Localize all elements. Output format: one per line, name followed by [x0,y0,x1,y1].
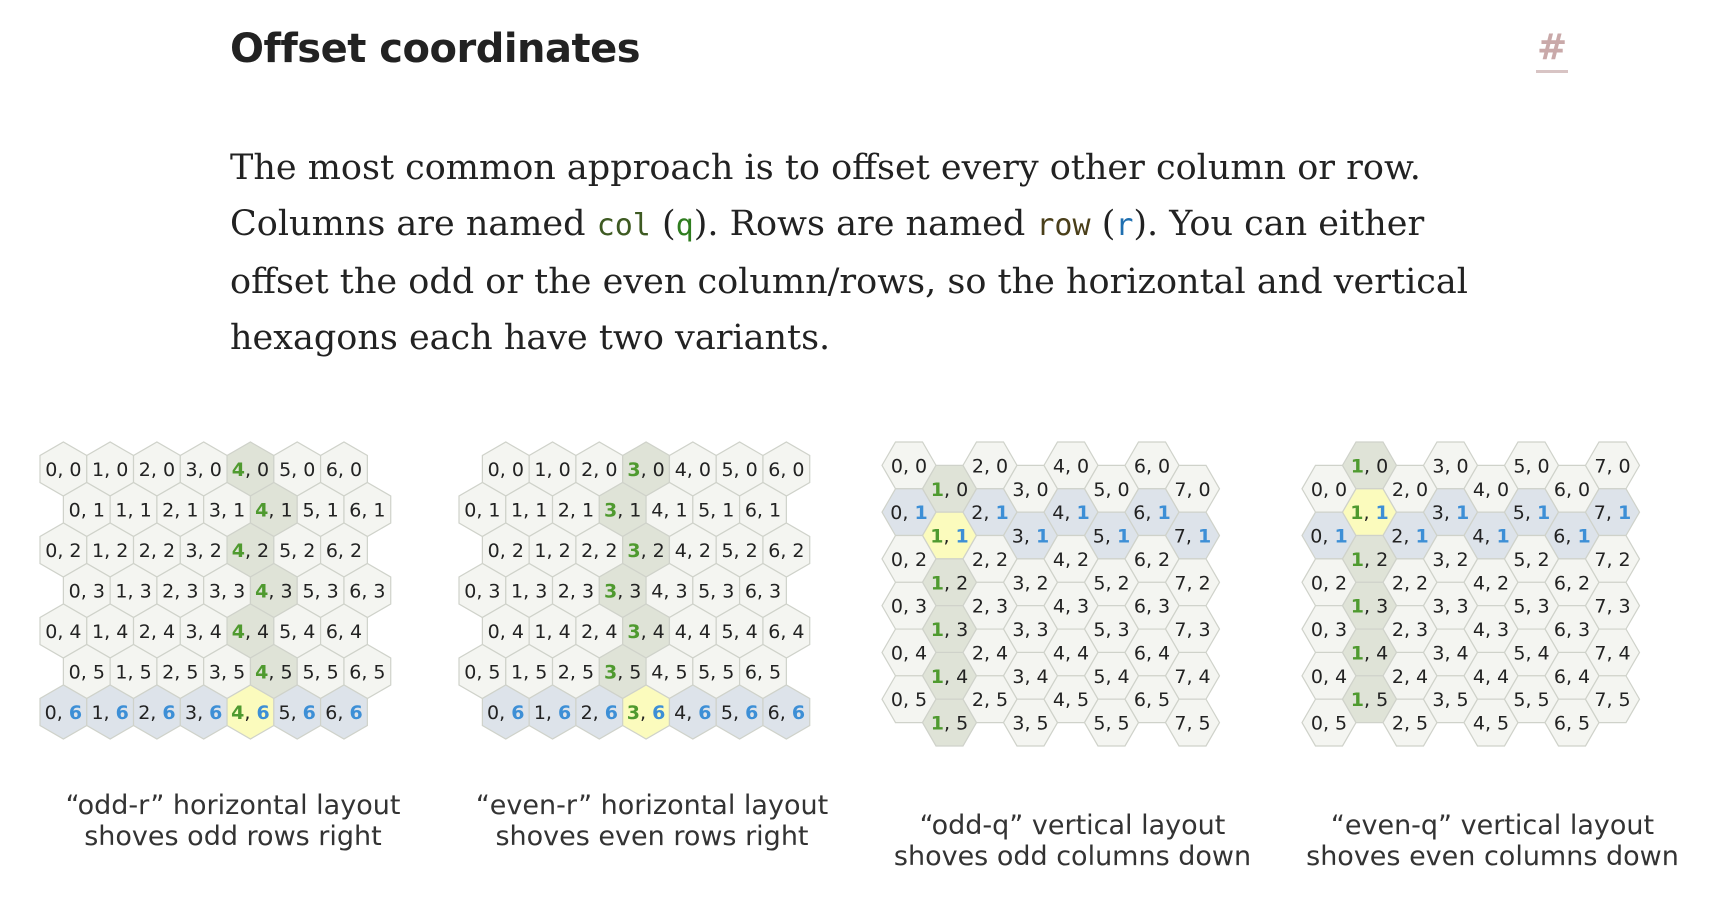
hex-label: 3, 2 [185,540,222,562]
hex-label: 2, 3 [162,580,199,603]
hex-label: 4, 2 [1472,572,1510,595]
hex-label: 1, 4 [92,621,129,643]
hex-label: 4, 3 [255,580,293,603]
hex-label: 4, 2 [231,540,270,562]
hex-label: 7, 0 [1174,478,1211,501]
hex-label: 0, 1 [464,499,501,522]
hex-label: 5, 1 [698,499,735,522]
hex-label: 7, 2 [1174,572,1211,595]
hex-label: 6, 3 [744,580,782,603]
hex-label: 1, 4 [534,621,571,643]
hex-label: 6, 0 [768,459,805,481]
hex-label: 0, 4 [1310,665,1348,688]
hex-label: 3, 1 [603,499,642,522]
hex-label: 5, 3 [1093,619,1130,642]
hex-label: 7, 3 [1174,619,1211,642]
hex-label: 3, 2 [1012,572,1049,595]
hex-label: 1, 2 [1350,548,1389,571]
hex-label: 2, 1 [557,499,595,522]
hex-label: 5, 2 [279,540,316,562]
even-q-caption [1300,810,1685,872]
hex-label: 6, 4 [768,621,805,643]
hex-label: 7, 1 [1173,525,1212,548]
hex-label: 3, 6 [184,702,223,724]
hex-label: 3, 5 [1432,689,1469,712]
hex-label: 4, 1 [1052,502,1090,525]
hex-label: 6, 3 [1553,619,1591,642]
hex-label: 6, 5 [349,661,386,684]
hex-label: 2, 0 [581,459,618,481]
odd-q-caption [880,810,1265,872]
hex-label: 0, 4 [45,621,82,643]
hex-label: 5, 4 [1513,642,1550,665]
hex-label: 2, 5 [162,661,199,684]
hex-label: 1, 5 [115,661,152,684]
hex-label: 5, 5 [1093,712,1130,735]
hex-label: 1, 1 [511,499,548,522]
hex-label: 1, 3 [930,619,969,642]
hex-label: 3, 2 [627,540,665,562]
hex-label: 0, 3 [1310,619,1348,642]
hex-label: 5, 5 [302,661,339,684]
hex-label: 5, 1 [302,499,339,522]
hex-label: 6, 6 [325,702,363,724]
hex-label: 0, 4 [890,642,928,665]
hex-label: 6, 0 [1133,455,1171,478]
hex-label: 5, 2 [1093,572,1130,595]
hex-label: 0, 0 [890,455,928,478]
hex-label: 1, 2 [92,540,129,562]
hex-label: 3, 0 [1012,478,1049,501]
hex-label: 2, 1 [1391,525,1429,548]
hex-label: 7, 0 [1594,455,1631,478]
hex-label: 5, 6 [278,702,316,724]
hex-label: 4, 3 [651,580,688,603]
hex-label: 2, 6 [138,702,176,724]
hex-label: 5, 4 [279,621,316,643]
intro-text-1: The most common approach is to offset every other column or row. Columns are named [230,148,1421,244]
hex-label: 3, 4 [1012,665,1049,688]
hex-label: 4, 4 [1472,665,1510,688]
hex-label: 3, 2 [1432,548,1469,571]
hex-label: 3, 5 [1012,712,1049,735]
hex-label: 1, 2 [930,572,969,595]
hex-label: 5, 4 [1093,665,1130,688]
hex-label: 3, 1 [1011,525,1050,548]
hex-label: 6, 5 [1133,689,1171,712]
hex-label: 2, 5 [1391,712,1429,735]
hex-label: 6, 0 [325,459,363,481]
hex-label: 5, 2 [721,540,758,562]
even-q-hex-grid [1300,440,1685,790]
hex-label: 6, 6 [767,702,806,724]
hex-label: 6, 4 [325,621,363,643]
hex-label: 2, 0 [971,455,1009,478]
hex-label: 6, 2 [1553,572,1591,595]
hex-label: 0, 0 [1310,478,1348,501]
hex-label: 3, 0 [627,459,665,481]
intro-paragraph [230,140,1530,366]
hex-label: 6, 1 [744,499,782,522]
intro-text-3: ). You can either offset the odd or the even column/rows, so the horizontal and vertical hexagons each have two variants. [230,204,1468,358]
hex-label: 2, 6 [580,702,619,724]
hex-label: 6, 5 [744,661,782,684]
hex-label: 5, 3 [698,580,735,603]
hex-label: 2, 4 [1391,665,1429,688]
hex-label: 3, 3 [1432,595,1469,618]
hex-label: 4, 4 [1052,642,1090,665]
hex-label: 4, 5 [1472,712,1510,735]
hex-label: 5, 0 [1513,455,1550,478]
hex-label: 5, 2 [1513,548,1550,571]
hex-label: 0, 5 [464,661,501,684]
hex-label: 4, 5 [1052,689,1090,712]
hex-label: 4, 0 [231,459,270,481]
hex-label: 6, 2 [768,540,805,562]
hex-label: 0, 1 [1310,525,1348,548]
hex-label: 3, 3 [1012,619,1049,642]
hex-label: 6, 2 [325,540,363,562]
hex-label: 0, 5 [890,689,928,712]
odd-q-caption-line1: “odd-q” vertical layout [919,810,1226,841]
intro-paren-1: ( [650,204,676,244]
hex-label: 1, 6 [91,702,129,724]
hex-label: 0, 2 [1310,572,1348,595]
hex-label: 0, 2 [45,540,82,562]
hex-label: 3, 5 [208,661,246,684]
odd-r-caption-line1: “odd-r” horizontal layout [65,790,401,821]
hex-label: 4, 5 [651,661,688,684]
hex-label: 4, 6 [231,702,270,724]
hex-label: 1, 5 [511,661,548,684]
hex-label: 7, 5 [1174,712,1211,735]
hex-label: 7, 2 [1594,548,1631,571]
hex-label: 7, 4 [1594,642,1631,665]
even-r-caption-line1: “even-r” horizontal layout [475,790,829,821]
hex-label: 5, 0 [721,459,758,481]
hex-label: 6, 0 [1553,478,1591,501]
hex-label: 2, 4 [971,642,1009,665]
hex-label: 2, 0 [1391,478,1429,501]
hex-label: 2, 2 [971,548,1009,571]
hex-label: 0, 2 [890,548,928,571]
even-r-figure [457,440,847,860]
hex-label: 1, 0 [92,459,129,481]
hex-label: 3, 1 [208,499,246,522]
col-code: col [596,208,651,243]
hex-label: 4, 0 [1052,455,1090,478]
hex-label: 3, 5 [603,661,642,684]
hex-label: 6, 1 [1133,502,1171,525]
hex-label: 1, 2 [534,540,571,562]
intro-paren-2: ( [1090,204,1116,244]
hex-label: 1, 0 [930,478,969,501]
hex-label: 3, 3 [603,580,642,603]
hex-label: 7, 4 [1174,665,1211,688]
hex-label: 1, 4 [930,665,969,688]
hex-label: 2, 3 [971,595,1009,618]
hex-label: 4, 1 [1472,525,1510,548]
hex-label: 3, 0 [185,459,222,481]
hex-label: 4, 2 [1052,548,1090,571]
hex-label: 5, 6 [720,702,759,724]
hex-label: 4, 5 [255,661,293,684]
hex-label: 5, 0 [1093,478,1130,501]
section-heading: Offset coordinates [230,26,641,72]
hex-label: 3, 0 [1432,455,1469,478]
hex-label: 2, 5 [557,661,595,684]
odd-r-caption [38,790,428,852]
hex-label: 2, 2 [581,540,618,562]
intro-text-2: ). Rows are named [693,204,1037,244]
even-q-figure [1300,440,1685,880]
hex-label: 1, 4 [1350,642,1389,665]
even-r-caption-line2: shoves even rows right [495,821,809,852]
hex-label: 1, 1 [115,499,152,522]
odd-r-figure [38,440,428,860]
hex-label: 2, 2 [138,540,176,562]
hex-label: 6, 4 [1553,665,1591,688]
hex-label: 0, 3 [890,595,928,618]
hex-label: 2, 1 [971,502,1009,525]
hex-label: 7, 5 [1594,689,1631,712]
hex-label: 1, 5 [1350,689,1389,712]
hex-label: 1, 0 [534,459,571,481]
hex-label: 1, 0 [1350,455,1389,478]
hex-label: 0, 0 [45,459,82,481]
hex-label: 1, 3 [1350,595,1389,618]
hex-label: 7, 1 [1593,502,1632,525]
hex-label: 0, 0 [487,459,524,481]
hex-label: 4, 0 [674,459,711,481]
even-r-hex-grid [457,440,847,760]
hex-label: 0, 6 [487,702,525,724]
hex-label: 6, 3 [1133,595,1171,618]
hex-label: 6, 4 [1133,642,1171,665]
hex-label: 0, 1 [890,502,928,525]
odd-r-hex-grid [38,440,428,760]
hex-label: 5, 5 [1513,689,1550,712]
even-r-caption [457,790,847,852]
hex-label: 7, 3 [1594,595,1631,618]
hex-label: 3, 1 [1431,502,1470,525]
hex-label: 4, 3 [1472,619,1510,642]
hex-label: 5, 4 [721,621,758,643]
q-code: q [675,208,694,243]
hex-label: 3, 4 [185,621,222,643]
hex-label: 0, 5 [68,661,105,684]
hex-label: 4, 4 [674,621,711,643]
hex-label: 0, 4 [487,621,524,643]
hex-label: 0, 1 [68,499,105,522]
hex-label: 5, 1 [1092,525,1131,548]
hex-label: 2, 2 [1391,572,1429,595]
hex-label: 1, 5 [930,712,969,735]
hex-label: 2, 5 [971,689,1009,712]
hex-label: 3, 4 [1432,642,1469,665]
hex-label: 6, 1 [1553,525,1591,548]
hex-label: 4, 2 [674,540,711,562]
even-q-caption-line2: shoves even columns down [1306,841,1679,872]
hex-label: 2, 1 [162,499,199,522]
hex-label: 4, 1 [255,499,293,522]
hex-label: 0, 5 [1310,712,1348,735]
hex-label: 2, 4 [581,621,618,643]
hex-label: 3, 4 [627,621,665,643]
hex-label: 5, 1 [1512,502,1551,525]
hex-label: 2, 4 [138,621,176,643]
hex-label: 1, 3 [115,580,152,603]
hex-label: 0, 3 [68,580,105,603]
hex-label: 4, 6 [674,702,712,724]
hex-label: 1, 6 [533,702,572,724]
even-q-caption-line1: “even-q” vertical layout [1330,810,1655,841]
hex-label: 2, 3 [1391,619,1429,642]
hex-label: 6, 3 [349,580,386,603]
hex-label: 5, 3 [302,580,339,603]
hex-label: 4, 4 [231,621,270,643]
hex-label: 6, 2 [1133,548,1171,571]
hex-label: 4, 3 [1052,595,1090,618]
section-anchor-link[interactable]: # [1536,30,1568,73]
odd-r-caption-line2: shoves odd rows right [84,821,382,852]
hex-label: 6, 5 [1553,712,1591,735]
odd-q-hex-grid [880,440,1265,790]
hex-label: 1, 1 [930,525,969,548]
hex-label: 2, 0 [138,459,176,481]
odd-q-figure [880,440,1265,880]
hex-label: 1, 3 [511,580,548,603]
hex-label: 3, 6 [626,702,666,724]
r-code: r [1115,208,1134,243]
hex-label: 5, 0 [279,459,316,481]
hex-label: 3, 3 [208,580,246,603]
hex-label: 6, 1 [349,499,386,522]
row-code: row [1036,208,1091,243]
odd-q-caption-line2: shoves odd columns down [893,841,1252,872]
hex-label: 2, 3 [557,580,595,603]
hex-label: 4, 0 [1472,478,1510,501]
hex-label: 0, 6 [44,702,83,724]
hex-label: 0, 3 [464,580,501,603]
hex-label: 0, 2 [487,540,524,562]
hex-label: 4, 1 [651,499,688,522]
hex-label: 5, 5 [698,661,735,684]
hex-label: 1, 1 [1350,502,1389,525]
hex-label: 5, 3 [1513,595,1550,618]
